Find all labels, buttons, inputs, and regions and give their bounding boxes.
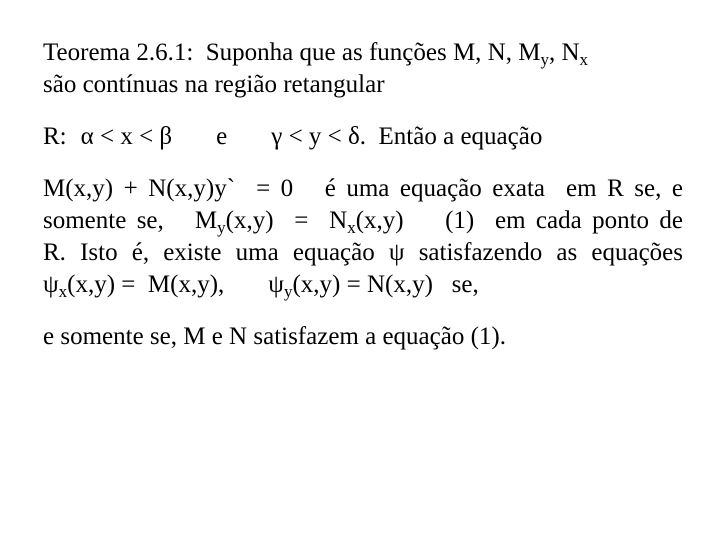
region-line bbox=[43, 122, 542, 152]
equation-line-4 bbox=[43, 270, 479, 300]
theorem-text: Teorema 2.6.1: Suponha que as funções M, N, M bbox=[43, 39, 541, 66]
theorem-line-2: são contínuas na região retangular bbox=[43, 71, 385, 98]
subscript-x: x bbox=[579, 50, 589, 69]
subscript-y: y bbox=[217, 218, 226, 237]
subscript-y: y bbox=[540, 50, 549, 69]
conclusion-line: e somente se, M e N satisfazem a equação (1). bbox=[43, 323, 507, 350]
psi-symbol: ψ bbox=[43, 271, 59, 298]
theorem-line-1 bbox=[43, 38, 588, 68]
equation-line-2 bbox=[43, 206, 683, 236]
gamma-inequality: γ < y < δ. Então a equação bbox=[271, 123, 543, 150]
condition-text: somente se, M bbox=[43, 207, 218, 234]
condition-text-end: (x,y) (1) em cada ponto de bbox=[355, 207, 683, 234]
subscript-x: x bbox=[347, 218, 356, 237]
theorem-text-mid: , N bbox=[548, 39, 580, 66]
condition-text-mid: (x,y) = N bbox=[225, 207, 348, 234]
equation-line-1: M(x,y) + N(x,y)y` = 0 é uma equação exata em R se, e bbox=[43, 175, 683, 202]
alpha-inequality: α < x < β bbox=[80, 123, 173, 150]
subscript-y: y bbox=[283, 282, 293, 301]
region-label: R: bbox=[43, 123, 67, 150]
conjunction: e bbox=[216, 123, 228, 150]
subscript-x: x bbox=[58, 282, 68, 301]
equation-line-3: R. Isto é, existe uma equação ψ satisfazendo as equações bbox=[43, 239, 683, 266]
psi-symbol: ψ bbox=[268, 271, 284, 298]
psi-y-equation: (x,y) = N(x,y) se, bbox=[292, 271, 479, 298]
psi-x-equation: (x,y) = M(x,y), bbox=[67, 271, 225, 298]
